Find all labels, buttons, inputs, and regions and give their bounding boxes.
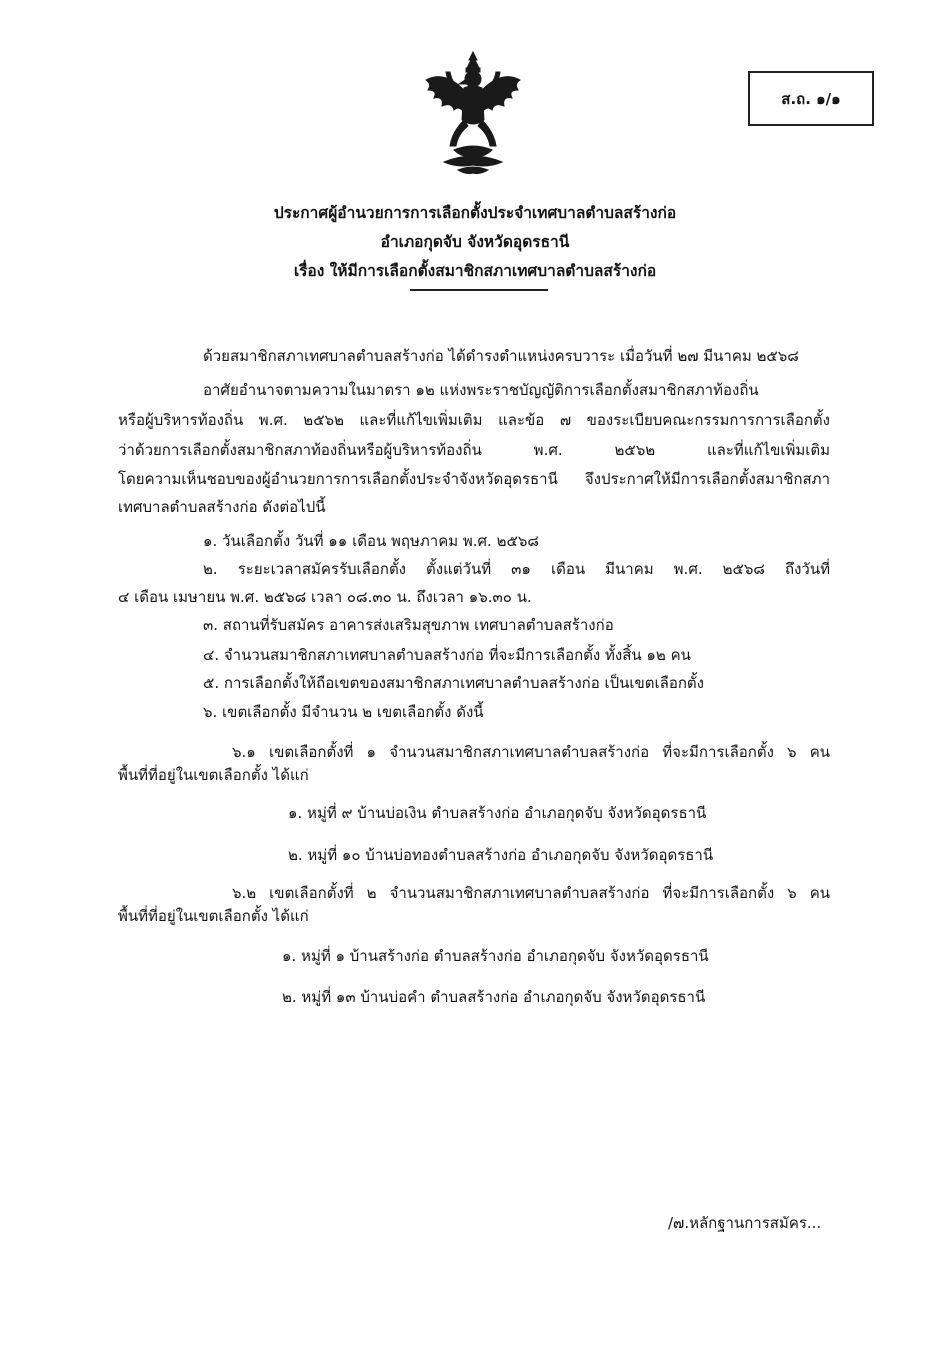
item-5: ๕. การเลือกตั้งให้ถือเขตของสมาชิกสภาเทศบาลตำบลสร้างก่อ เป็นเขตเลือกตั้ง xyxy=(203,674,704,692)
zone-1-line-2: พื้นที่ที่อยู่ในเขตเลือกตั้ง ได้แก่ xyxy=(118,766,309,784)
zone-2-village-1: ๑. หมู่ที่ ๑ บ้านสร้างก่อ ตำบลสร้างก่อ อำเภอกุดจับ จังหวัดอุดรธานี xyxy=(282,947,709,965)
item-2-line-2: ๔ เดือน เมษายน พ.ศ. ๒๕๖๘ เวลา ๐๘.๓๐ น. ถึงเวลา ๑๖.๓๐ น. xyxy=(118,588,532,606)
paragraph-2-line-3: ว่าด้วยการเลือกตั้งสมาชิกสภาท้องถิ่นหรือผู้บริหารท้องถิ่น พ.ศ. ๒๕๖๒ และที่แก้ไขเพิ่มเติม xyxy=(118,441,830,459)
district-province: อำเภอกุดจับ จังหวัดอุดรธานี xyxy=(380,233,570,251)
paragraph-2-line-5: เทศบาลตำบลสร้างก่อ ดังต่อไปนี้ xyxy=(118,498,326,516)
paragraph-2-line-4: โดยความเห็นชอบของผู้อำนวยการการเลือกตั้งประจำจังหวัดอุดรธานี จึงประกาศให้มีการเลือกตั้งสมาชิกสภา xyxy=(118,470,830,488)
garuda-emblem-icon xyxy=(414,50,532,176)
paragraph-2-line-2: หรือผู้บริหารท้องถิ่น พ.ศ. ๒๕๖๒ และที่แก้ไขเพิ่มเติม และข้อ ๗ ของระเบียบคณะกรรมการการเลือกตั้ง xyxy=(118,411,830,429)
item-1: ๑. วันเลือกตั้ง วันที่ ๑๑ เดือน พฤษภาคม พ.ศ. ๒๕๖๘ xyxy=(203,532,539,550)
item-2-line-1: ๒. ระยะเวลาสมัครรับเลือกตั้ง ตั้งแต่วันที่ ๓๑ เดือน มีนาคม พ.ศ. ๒๕๖๘ ถึงวันที่ xyxy=(203,560,830,578)
subject-line: เรื่อง ให้มีการเลือกตั้งสมาชิกสภาเทศบาลตำบลสร้างก่อ xyxy=(293,262,657,280)
item-4: ๔. จำนวนสมาชิกสภาเทศบาลตำบลสร้างก่อ ที่จะมีการเลือกตั้ง ทั้งสิ้น ๑๒ คน xyxy=(203,646,691,664)
zone-2-village-2: ๒. หมู่ที่ ๑๓ บ้านบ่อคำ ตำบลสร้างก่อ อำเภอกุดจับ จังหวัดอุดรธานี xyxy=(282,988,706,1006)
continuation-note: /๗.หลักฐานการสมัคร... xyxy=(668,1214,822,1232)
form-code: ส.ถ. ๑/๑ xyxy=(781,89,841,108)
form-code-box xyxy=(748,71,874,126)
announcement-title: ประกาศผู้อำนวยการการเลือกตั้งประจำเทศบาลตำบลสร้างก่อ xyxy=(273,204,677,222)
zone-1-village-2: ๒. หมู่ที่ ๑๐ บ้านบ่อทองตำบลสร้างก่อ อำเภอกุดจับ จังหวัดอุดรธานี xyxy=(288,846,714,864)
item-6: ๖. เขตเลือกตั้ง มีจำนวน ๒ เขตเลือกตั้ง ดังนี้ xyxy=(203,703,484,721)
zone-1-line-1: ๖.๑ เขตเลือกตั้งที่ ๑ จำนวนสมาชิกสภาเทศบาลตำบลสร้างก่อ ที่จะมีการเลือกตั้ง ๖ คน xyxy=(232,743,830,761)
title-divider xyxy=(410,289,548,291)
paragraph-2-line-1: อาศัยอำนาจตามความในมาตรา ๑๒ แห่งพระราชบัญญัติการเลือกตั้งสมาชิกสภาท้องถิ่น xyxy=(203,381,759,399)
paragraph-1: ด้วยสมาชิกสภาเทศบาลตำบลสร้างก่อ ได้ดำรงตำแหน่งครบวาระ เมื่อวันที่ ๒๗ มีนาคม ๒๕๖๘ xyxy=(203,347,799,365)
zone-1-village-1: ๑. หมู่ที่ ๙ บ้านบ่อเงิน ตำบลสร้างก่อ อำเภอกุดจับ จังหวัดอุดรธานี xyxy=(288,804,707,822)
zone-2-line-1: ๖.๒ เขตเลือกตั้งที่ ๒ จำนวนสมาชิกสภาเทศบาลตำบลสร้างก่อ ที่จะมีการเลือกตั้ง ๖ คน xyxy=(232,884,830,902)
item-3: ๓. สถานที่รับสมัคร อาคารส่งเสริมสุขภาพ เทศบาลตำบลสร้างก่อ xyxy=(203,616,614,634)
zone-2-line-2: พื้นที่ที่อยู่ในเขตเลือกตั้ง ได้แก่ xyxy=(118,907,309,925)
